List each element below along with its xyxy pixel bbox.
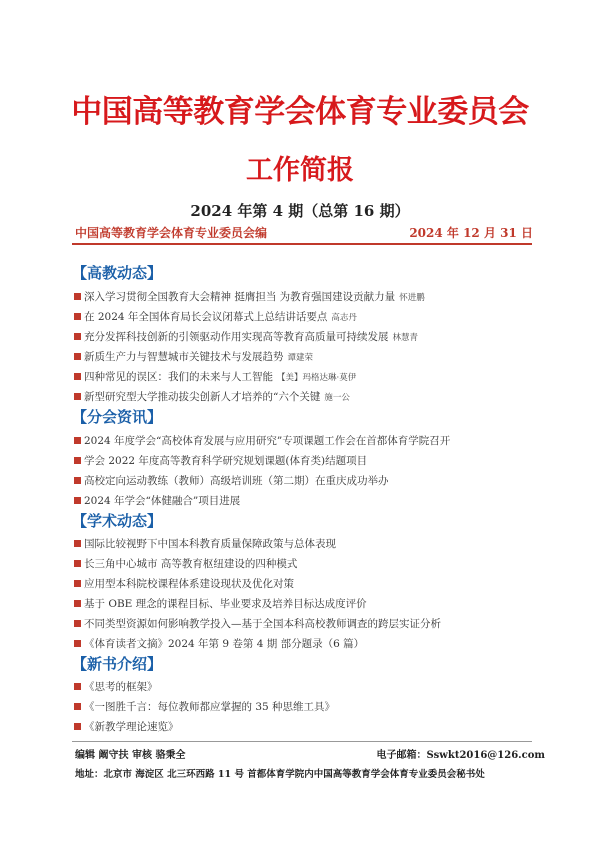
square-bullet-icon xyxy=(74,477,81,484)
square-bullet-icon xyxy=(74,373,81,380)
square-bullet-icon xyxy=(74,620,81,627)
section-list xyxy=(74,677,544,737)
footer-editors-line xyxy=(75,746,545,761)
section-list xyxy=(74,431,544,511)
square-bullet-icon xyxy=(74,580,81,587)
square-bullet-icon xyxy=(74,497,81,504)
section-heading: 【高教动态】 xyxy=(72,264,163,282)
publisher: 中国高等教育学会体育专业委员会编 xyxy=(75,226,268,240)
section-heading: 【学术动态】 xyxy=(72,512,163,530)
square-bullet-icon xyxy=(74,560,81,567)
issue-number: 2024 年第 4 期（总第 16 期） xyxy=(190,202,410,220)
list-item[interactable]: 高校定向运动教练（教师）高级培训班（第二期）在重庆成功举办 xyxy=(74,471,544,491)
newsletter-title: 中国高等教育学会体育专业委员会 xyxy=(71,94,529,130)
list-item[interactable]: 国际比较视野下中国本科教育质量保障政策与总体表现 xyxy=(74,534,544,554)
square-bullet-icon xyxy=(74,723,81,730)
list-item[interactable]: 2024 年学会“体健融合”项目进展 xyxy=(74,491,544,511)
section-heading: 【新书介绍】 xyxy=(72,655,163,673)
square-bullet-icon xyxy=(74,703,81,710)
square-bullet-icon xyxy=(74,293,81,300)
footer-divider xyxy=(72,741,532,742)
section-list xyxy=(74,534,544,654)
list-item[interactable]: 新型研究型大学推动拔尖创新人才培养的“六个关键 施一公 xyxy=(74,387,544,407)
editors: 编辑 阚守扶 审核 骆秉全 xyxy=(75,750,186,761)
publish-date: 2024 年 12 月 31 日 xyxy=(409,226,533,240)
list-item[interactable]: 《新教学理论速览》 xyxy=(74,717,544,737)
list-item[interactable]: 深入学习贯彻全国教育大会精神 挺膺担当 为教育强国建设贡献力量 怀进鹏 xyxy=(74,287,544,307)
square-bullet-icon xyxy=(74,393,81,400)
list-item[interactable]: 《一图胜千言：每位教师都应掌握的 35 种思维工具》 xyxy=(74,697,544,717)
list-item[interactable]: 《体育读者文摘》2024 年第 9 卷第 4 期 部分题录（6 篇） xyxy=(74,634,544,654)
list-item[interactable]: 长三角中心城市 高等教育枢纽建设的四种模式 xyxy=(74,554,544,574)
list-item[interactable]: 新质生产力与智慧城市关键技术与发展趋势 谭建荣 xyxy=(74,347,544,367)
list-item[interactable]: 应用型本科院校课程体系建设现状及优化对策 xyxy=(74,574,544,594)
list-item[interactable]: 《思考的框架》 xyxy=(74,677,544,697)
list-item[interactable]: 在 2024 年全国体育局长会议闭幕式上总结讲话要点 高志丹 xyxy=(74,307,544,327)
list-item[interactable]: 基于 OBE 理念的课程目标、毕业要求及培养目标达成度评价 xyxy=(74,594,544,614)
section-heading: 【分会资讯】 xyxy=(72,408,163,426)
list-item[interactable]: 不同类型资源如何影响教学投入—基于全国本科高校教师调查的跨层实证分析 xyxy=(74,614,544,634)
list-item[interactable]: 四种常见的误区：我们的未来与人工智能 【美】玛格达琳·莫伊 xyxy=(74,367,544,387)
contact-email[interactable]: 电子邮箱：Sswkt2016@126.com xyxy=(376,750,545,761)
list-item[interactable]: 学会 2022 年度高等教育科学研究规划课题(体育类)结题项目 xyxy=(74,451,544,471)
square-bullet-icon xyxy=(74,540,81,547)
list-item[interactable]: 充分发挥科技创新的引领驱动作用实现高等教育高质量可持续发展 林慧青 xyxy=(74,327,544,347)
list-item[interactable]: 2024 年度学会“高校体育发展与应用研究”专项课题工作会在首都体育学院召开 xyxy=(74,431,544,451)
newsletter-subtitle: 工作简报 xyxy=(246,155,354,186)
header-divider xyxy=(72,243,532,245)
square-bullet-icon xyxy=(74,313,81,320)
square-bullet-icon xyxy=(74,353,81,360)
square-bullet-icon xyxy=(74,437,81,444)
publisher-line xyxy=(75,224,533,242)
square-bullet-icon xyxy=(74,640,81,647)
square-bullet-icon xyxy=(74,600,81,607)
section-list xyxy=(74,287,544,407)
square-bullet-icon xyxy=(74,333,81,340)
square-bullet-icon xyxy=(74,683,81,690)
square-bullet-icon xyxy=(74,457,81,464)
footer-address: 地址：北京市 海淀区 北三环西路 11 号 首都体育学院内中国高等教育学会体育专业委员会秘书处 xyxy=(75,769,485,780)
